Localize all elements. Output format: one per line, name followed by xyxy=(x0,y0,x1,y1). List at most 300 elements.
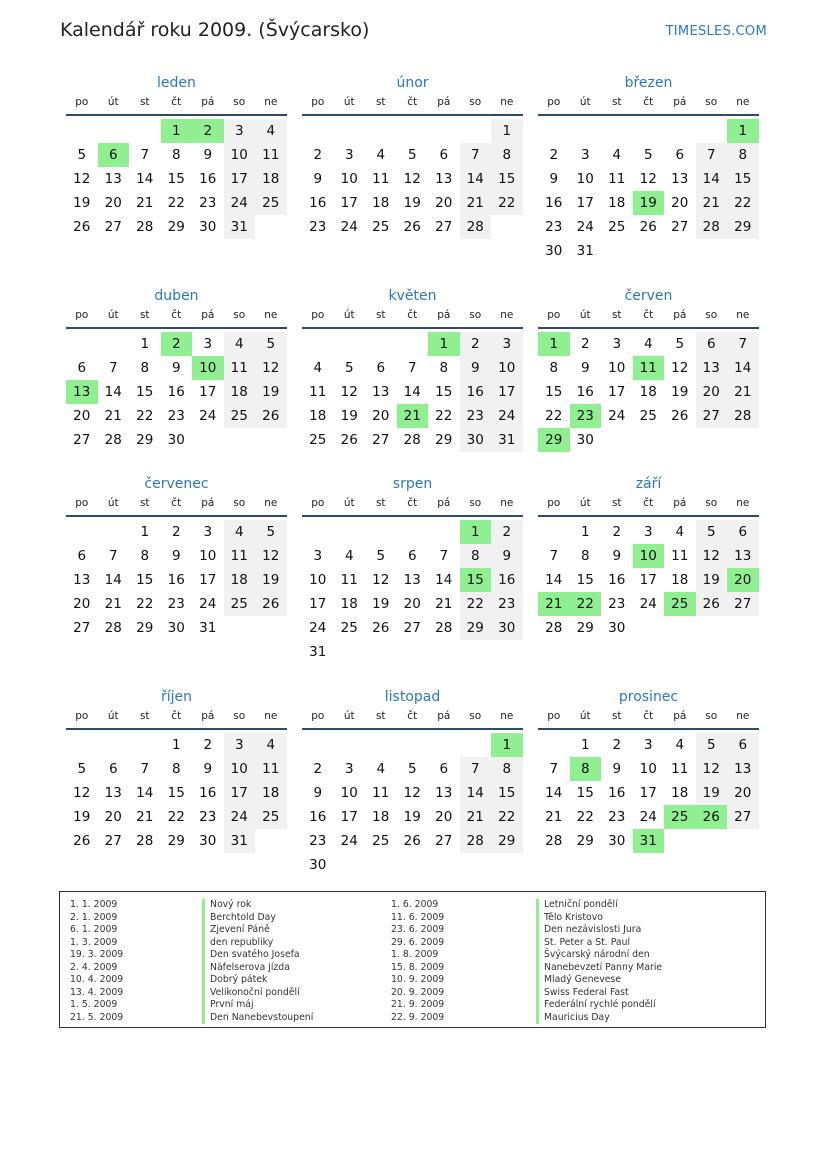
day-cell: 4 xyxy=(224,520,256,544)
empty-cell xyxy=(397,119,429,143)
day-cell: 19 xyxy=(671,384,689,400)
holiday-day-cell: 25 xyxy=(664,805,696,829)
empty-cell xyxy=(98,119,130,143)
day-cell: 6 xyxy=(376,360,386,376)
day-cell: 29 xyxy=(576,620,594,636)
day-cell: 10 xyxy=(224,143,256,167)
day-cell: 7 xyxy=(407,360,417,376)
weekday-label: ne xyxy=(500,710,514,722)
holiday-day-cell: 1 xyxy=(727,119,759,143)
holiday-name: Zjevení Páně xyxy=(202,924,313,937)
day-grid xyxy=(66,332,287,452)
day-cell: 24 xyxy=(224,805,256,829)
brand-link[interactable]: TIMESLES.COM xyxy=(665,24,767,39)
day-cell: 27 xyxy=(73,620,91,636)
holiday-day-cell: 22 xyxy=(570,592,602,616)
day-cell: 14 xyxy=(727,356,759,380)
day-cell: 24 xyxy=(340,833,358,849)
day-cell: 15 xyxy=(545,384,563,400)
day-cell: 4 xyxy=(376,147,386,163)
day-cell: 4 xyxy=(255,733,287,757)
weekday-label: čt xyxy=(643,710,654,722)
day-cell: 21 xyxy=(696,191,728,215)
month-block xyxy=(302,472,523,664)
day-grid xyxy=(66,520,287,640)
day-cell: 5 xyxy=(696,520,728,544)
day-cell: 4 xyxy=(224,332,256,356)
day-cell: 13 xyxy=(696,356,728,380)
day-cell: 2 xyxy=(313,761,323,777)
empty-cell xyxy=(397,520,429,544)
day-cell: 18 xyxy=(224,568,256,592)
day-cell: 29 xyxy=(576,833,594,849)
weekday-label: út xyxy=(343,309,355,321)
weekday-label: čt xyxy=(643,309,654,321)
day-cell: 9 xyxy=(580,360,590,376)
month-name: březen xyxy=(624,75,673,91)
holiday-name: Tělo Kristovo xyxy=(536,912,662,925)
day-cell: 9 xyxy=(612,761,622,777)
day-grid xyxy=(302,332,523,452)
empty-cell xyxy=(129,733,161,757)
day-cell: 18 xyxy=(224,380,256,404)
weekday-label: pá xyxy=(437,497,451,509)
day-cell: 28 xyxy=(727,404,759,428)
month-name: leden xyxy=(157,75,196,91)
day-cell: 2 xyxy=(313,147,323,163)
day-cell: 6 xyxy=(407,548,417,564)
day-cell: 1 xyxy=(491,119,523,143)
day-cell: 25 xyxy=(309,432,327,448)
weekday-header xyxy=(538,709,759,730)
day-grid xyxy=(538,332,759,452)
day-cell: 4 xyxy=(675,737,685,753)
weekday-label: ne xyxy=(736,497,750,509)
weekday-label: st xyxy=(139,710,150,722)
empty-cell xyxy=(633,119,665,143)
day-cell: 18 xyxy=(255,781,287,805)
day-cell: 13 xyxy=(73,572,91,588)
day-cell: 12 xyxy=(340,384,358,400)
day-cell: 7 xyxy=(549,761,559,777)
day-cell: 5 xyxy=(77,761,87,777)
day-cell: 12 xyxy=(671,360,689,376)
day-cell: 21 xyxy=(460,805,492,829)
day-cell: 23 xyxy=(199,195,217,211)
weekday-label: pá xyxy=(437,710,451,722)
day-cell: 17 xyxy=(340,195,358,211)
day-cell: 16 xyxy=(460,380,492,404)
day-cell: 22 xyxy=(435,408,453,424)
day-cell: 11 xyxy=(340,572,358,588)
empty-cell xyxy=(460,119,492,143)
weekday-label: čt xyxy=(171,309,182,321)
day-cell: 2 xyxy=(203,737,213,753)
day-cell: 25 xyxy=(372,219,390,235)
day-cell: 15 xyxy=(491,781,523,805)
weekday-label: so xyxy=(233,710,246,722)
day-cell: 17 xyxy=(224,167,256,191)
day-cell: 20 xyxy=(435,809,453,825)
day-cell: 9 xyxy=(171,360,181,376)
day-cell: 5 xyxy=(255,332,287,356)
day-cell: 4 xyxy=(376,761,386,777)
day-cell: 17 xyxy=(491,380,523,404)
day-cell: 7 xyxy=(727,332,759,356)
empty-cell xyxy=(538,733,570,757)
day-cell: 19 xyxy=(73,809,91,825)
weekday-label: čt xyxy=(643,497,654,509)
day-cell: 26 xyxy=(255,404,287,428)
day-cell: 13 xyxy=(435,171,453,187)
weekday-label: st xyxy=(375,309,386,321)
day-cell: 16 xyxy=(576,384,594,400)
day-cell: 20 xyxy=(372,408,390,424)
holiday-name: den republiky xyxy=(202,937,313,950)
day-cell: 31 xyxy=(309,644,327,660)
day-cell: 10 xyxy=(639,761,657,777)
weekday-label: st xyxy=(139,309,150,321)
weekday-label: út xyxy=(579,96,591,108)
holiday-name: Berchtold Day xyxy=(202,912,313,925)
day-cell: 29 xyxy=(136,432,154,448)
day-cell: 15 xyxy=(576,572,594,588)
day-cell: 28 xyxy=(696,215,728,239)
day-cell: 15 xyxy=(435,384,453,400)
day-cell: 26 xyxy=(255,592,287,616)
day-cell: 20 xyxy=(727,781,759,805)
day-cell: 9 xyxy=(460,356,492,380)
empty-cell xyxy=(570,119,602,143)
day-cell: 17 xyxy=(608,384,626,400)
day-cell: 6 xyxy=(439,761,449,777)
holiday-day-cell: 15 xyxy=(460,568,492,592)
weekday-header xyxy=(66,308,287,329)
day-cell: 31 xyxy=(576,243,594,259)
day-cell: 8 xyxy=(549,360,559,376)
weekday-header xyxy=(302,496,523,517)
weekday-label: so xyxy=(233,309,246,321)
holiday-name: Den svatého Josefa xyxy=(202,949,313,962)
day-cell: 9 xyxy=(203,761,213,777)
day-cell: 7 xyxy=(108,548,118,564)
day-cell: 21 xyxy=(435,596,453,612)
day-cell: 29 xyxy=(167,219,185,235)
weekday-label: so xyxy=(705,710,718,722)
holiday-date: 21. 9. 2009 xyxy=(391,999,445,1010)
day-cell: 29 xyxy=(167,833,185,849)
day-cell: 27 xyxy=(435,833,453,849)
weekday-label: ne xyxy=(264,497,278,509)
weekday-label: ne xyxy=(736,309,750,321)
month-block xyxy=(66,71,287,239)
holiday-day-cell: 21 xyxy=(397,404,429,428)
day-cell: 8 xyxy=(140,360,150,376)
holiday-name: Mauricius Day xyxy=(536,1012,662,1025)
month-name: únor xyxy=(396,75,429,91)
day-cell: 11 xyxy=(224,356,256,380)
day-cell: 10 xyxy=(199,548,217,564)
day-cell: 26 xyxy=(403,833,421,849)
day-cell: 7 xyxy=(439,548,449,564)
day-cell: 3 xyxy=(643,737,653,753)
month-name: září xyxy=(635,476,662,492)
day-cell: 14 xyxy=(104,384,122,400)
holiday-name: Federální rychlé pondělí xyxy=(536,999,662,1012)
weekday-label: pá xyxy=(673,96,687,108)
day-cell: 27 xyxy=(671,219,689,235)
day-cell: 8 xyxy=(439,360,449,376)
holiday-date: 1. 8. 2009 xyxy=(391,949,439,960)
weekday-label: st xyxy=(611,309,622,321)
day-cell: 17 xyxy=(639,785,657,801)
weekday-label: ne xyxy=(264,309,278,321)
weekday-label: so xyxy=(469,497,482,509)
day-cell: 4 xyxy=(612,147,622,163)
empty-cell xyxy=(302,119,334,143)
day-cell: 11 xyxy=(309,384,327,400)
day-grid xyxy=(302,119,523,239)
empty-cell xyxy=(428,733,460,757)
day-cell: 30 xyxy=(608,833,626,849)
day-cell: 18 xyxy=(608,195,626,211)
day-cell: 16 xyxy=(491,568,523,592)
day-cell: 3 xyxy=(580,147,590,163)
weekday-label: ne xyxy=(500,309,514,321)
empty-cell xyxy=(428,520,460,544)
month-block xyxy=(66,472,287,640)
holiday-day-cell: 2 xyxy=(161,332,193,356)
day-cell: 30 xyxy=(167,620,185,636)
day-cell: 9 xyxy=(313,785,323,801)
day-cell: 20 xyxy=(671,195,689,211)
weekday-label: st xyxy=(611,96,622,108)
day-cell: 22 xyxy=(491,191,523,215)
day-cell: 27 xyxy=(435,219,453,235)
weekday-label: čt xyxy=(171,497,182,509)
day-cell: 27 xyxy=(403,620,421,636)
weekday-label: ne xyxy=(500,96,514,108)
empty-cell xyxy=(538,119,570,143)
day-cell: 12 xyxy=(73,785,91,801)
day-cell: 7 xyxy=(140,761,150,777)
month-name: červen xyxy=(624,288,673,304)
day-cell: 21 xyxy=(460,191,492,215)
holiday-date: 19. 3. 2009 xyxy=(70,949,124,960)
day-cell: 3 xyxy=(344,147,354,163)
weekday-header xyxy=(302,308,523,329)
day-grid xyxy=(538,119,759,263)
day-cell: 9 xyxy=(549,171,559,187)
month-block xyxy=(66,685,287,853)
day-cell: 3 xyxy=(643,524,653,540)
day-cell: 11 xyxy=(372,785,390,801)
holiday-day-cell: 13 xyxy=(66,380,98,404)
day-cell: 30 xyxy=(608,620,626,636)
day-cell: 11 xyxy=(372,171,390,187)
day-cell: 14 xyxy=(136,171,154,187)
day-cell: 12 xyxy=(696,757,728,781)
holiday-date: 2. 4. 2009 xyxy=(70,961,118,973)
empty-cell xyxy=(302,332,334,356)
day-cell: 15 xyxy=(491,167,523,191)
weekday-label: pá xyxy=(673,710,687,722)
empty-cell xyxy=(66,733,98,757)
day-cell: 12 xyxy=(255,544,287,568)
day-cell: 28 xyxy=(403,432,421,448)
holiday-names-left xyxy=(202,899,313,1024)
day-cell: 22 xyxy=(460,592,492,616)
weekday-label: čt xyxy=(407,96,418,108)
day-cell: 25 xyxy=(372,833,390,849)
day-cell: 4 xyxy=(255,119,287,143)
day-cell: 23 xyxy=(608,596,626,612)
weekday-label: po xyxy=(311,710,325,722)
day-cell: 19 xyxy=(403,195,421,211)
holiday-date: 22. 9. 2009 xyxy=(391,1011,445,1023)
day-cell: 16 xyxy=(608,785,626,801)
day-cell: 25 xyxy=(255,805,287,829)
holiday-day-cell: 1 xyxy=(538,332,570,356)
day-cell: 20 xyxy=(104,809,122,825)
day-grid xyxy=(66,119,287,239)
day-cell: 5 xyxy=(376,548,386,564)
day-cell: 13 xyxy=(372,384,390,400)
day-cell: 4 xyxy=(313,360,323,376)
day-cell: 11 xyxy=(608,171,626,187)
day-cell: 29 xyxy=(136,620,154,636)
day-cell: 6 xyxy=(696,332,728,356)
day-cell: 30 xyxy=(167,432,185,448)
empty-cell xyxy=(334,332,366,356)
weekday-label: pá xyxy=(201,497,215,509)
day-cell: 5 xyxy=(407,761,417,777)
month-block xyxy=(302,71,523,239)
day-cell: 2 xyxy=(460,332,492,356)
empty-cell xyxy=(365,733,397,757)
holiday-name: Velikonoční pondělí xyxy=(202,987,313,1000)
day-cell: 27 xyxy=(727,592,759,616)
empty-cell xyxy=(302,733,334,757)
day-cell: 3 xyxy=(313,548,323,564)
day-cell: 12 xyxy=(73,171,91,187)
weekday-header xyxy=(302,709,523,730)
day-cell: 15 xyxy=(727,167,759,191)
day-cell: 18 xyxy=(639,384,657,400)
day-cell: 28 xyxy=(545,620,563,636)
holiday-name: Nový rok xyxy=(202,899,313,912)
month-name: říjen xyxy=(160,689,193,705)
empty-cell xyxy=(98,520,130,544)
day-cell: 18 xyxy=(340,596,358,612)
weekday-label: so xyxy=(469,309,482,321)
day-cell: 29 xyxy=(491,829,523,853)
empty-cell xyxy=(334,119,366,143)
day-cell: 16 xyxy=(309,195,327,211)
day-cell: 18 xyxy=(372,195,390,211)
day-cell: 10 xyxy=(491,356,523,380)
weekday-label: st xyxy=(375,96,386,108)
day-cell: 8 xyxy=(171,761,181,777)
weekday-label: pá xyxy=(201,309,215,321)
day-cell: 22 xyxy=(727,191,759,215)
empty-cell xyxy=(302,520,334,544)
holiday-day-cell: 2 xyxy=(192,119,224,143)
empty-cell xyxy=(365,520,397,544)
weekday-header xyxy=(538,496,759,517)
day-cell: 9 xyxy=(171,548,181,564)
weekday-label: po xyxy=(311,309,325,321)
day-grid xyxy=(538,520,759,640)
day-cell: 17 xyxy=(309,596,327,612)
day-cell: 14 xyxy=(136,785,154,801)
empty-cell xyxy=(334,733,366,757)
day-cell: 22 xyxy=(576,809,594,825)
day-cell: 3 xyxy=(612,336,622,352)
day-cell: 28 xyxy=(545,833,563,849)
day-cell: 2 xyxy=(612,737,622,753)
day-cell: 24 xyxy=(639,809,657,825)
day-cell: 1 xyxy=(580,524,590,540)
day-cell: 5 xyxy=(696,733,728,757)
weekday-label: pá xyxy=(673,309,687,321)
day-cell: 30 xyxy=(491,616,523,640)
weekday-label: po xyxy=(75,309,89,321)
day-cell: 31 xyxy=(199,620,217,636)
day-cell: 24 xyxy=(639,596,657,612)
day-cell: 25 xyxy=(224,592,256,616)
weekday-label: po xyxy=(75,96,89,108)
day-cell: 23 xyxy=(309,219,327,235)
empty-cell xyxy=(66,332,98,356)
weekday-header xyxy=(302,95,523,116)
weekday-label: po xyxy=(311,96,325,108)
day-cell: 6 xyxy=(439,147,449,163)
day-cell: 10 xyxy=(340,785,358,801)
holiday-day-cell: 1 xyxy=(161,119,193,143)
weekday-label: po xyxy=(547,497,561,509)
month-block xyxy=(538,472,759,640)
day-cell: 17 xyxy=(340,809,358,825)
day-cell: 14 xyxy=(545,785,563,801)
day-cell: 27 xyxy=(727,805,759,829)
day-cell: 18 xyxy=(255,167,287,191)
day-cell: 6 xyxy=(77,548,87,564)
holiday-name: Nanebevzetí Panny Marie xyxy=(536,962,662,975)
day-cell: 10 xyxy=(224,757,256,781)
empty-cell xyxy=(397,332,429,356)
day-cell: 25 xyxy=(340,620,358,636)
holiday-day-cell: 19 xyxy=(633,191,665,215)
weekday-label: út xyxy=(343,497,355,509)
day-cell: 27 xyxy=(104,219,122,235)
holiday-name: Näfelserova jízda xyxy=(202,962,313,975)
day-cell: 28 xyxy=(460,215,492,239)
day-cell: 3 xyxy=(224,119,256,143)
day-cell: 7 xyxy=(549,548,559,564)
day-cell: 13 xyxy=(435,785,453,801)
day-cell: 25 xyxy=(224,404,256,428)
day-cell: 3 xyxy=(203,336,213,352)
day-cell: 12 xyxy=(403,785,421,801)
day-cell: 29 xyxy=(460,616,492,640)
day-cell: 8 xyxy=(727,143,759,167)
day-cell: 20 xyxy=(696,380,728,404)
day-cell: 29 xyxy=(435,432,453,448)
weekday-label: st xyxy=(611,497,622,509)
weekday-label: so xyxy=(469,96,482,108)
holiday-dates-right xyxy=(391,899,444,1024)
